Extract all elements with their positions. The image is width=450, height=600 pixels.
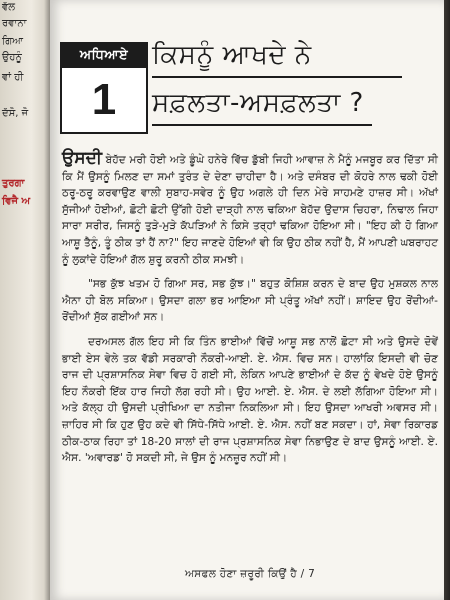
chapter-number: 1 — [91, 75, 117, 124]
chapter-box — [60, 42, 148, 134]
paragraph — [62, 150, 438, 268]
left-page-fragment: ਵਾਂ ਹੀ — [2, 72, 24, 83]
paragraph: "ਸਭ ਕੁੱਝ ਖਤਮ ਹੋ ਗਿਆ ਸਰ, ਸਭ ਕੁੱਝ।" ਬਹੁਤ ਕੋਸ਼ਿਸ਼ ਕਰਨ ਦੇ ਬਾਦ ਉਹ ਮੁਸ਼ਕਲ ਨਾਲ ਐਨਾ ਹੀ ਬੋਲ ਸਕਿਆ। ਉਸਦਾ ਗਲਾ ਭਰ ਆਇਆ ਸੀ ਪ੍ਰੰਤੂ ਅੱਖਾਂ ਨਹੀਂ। ਸ਼ਾਇਦ ਉਹ ਰੋਂਦੀਆਂ-ਰੋਂਦੀਆਂ ਸੁੱਕ ਗਈਆਂ ਸਨ। — [62, 278, 438, 324]
background-edge — [444, 0, 450, 600]
chapter-label: ਅਧਿਆਏ — [62, 44, 146, 68]
body-text — [62, 150, 438, 475]
paragraph: ਦਰਅਸਲ ਗੱਲ ਇਹ ਸੀ ਕਿ ਤਿੰਨ ਭਾਈਆਂ ਵਿੱਚੋਂ ਆਸ਼ੂ ਸਭ ਨਾਲੋਂ ਛੋਟਾ ਸੀ ਅਤੇ ਉਸਦੇ ਦੋਵੇਂ ਭਾਈ ਏਸ ਵੇਲੇ ਤਕ ਵੱਡੀ ਸਰਕਾਰੀ ਨੌਕਰੀ-ਆਈ. ਏ. ਐਸ. ਵਿਚ ਸਨ। ਹਾਲਾਂਕਿ ਇਸਦੀ ਵੀ ਚੋਣ ਰਾਜ ਦੀ ਪ੍ਰਸ਼ਾਸਨਿਕ ਸੇਵਾ ਵਿਚ ਹੋ ਗਈ ਸੀ, ਲੇਕਿਨ ਆਪਣੇ ਭਾਈਆਂ ਦੇ ਕੱਦ ਨੂੰ ਵੇਖਦੇ ਹੋਏ ਉਸਨੂੰ ਇਹ ਨੌਕਰੀ ਇੱਕ ਹਾਰ ਜਿਹੀ ਲੱਗ ਰਹੀ ਸੀ। ਉਹ ਆਈ. ਏ. ਐਸ. ਦੇ ਲਈ ਲੱਗਿਆ ਹੋਇਆ ਸੀ। ਅਤੇ ਕੱਲ੍ਹ ਹੀ ਉਸਦੀ ਪ੍ਰੀਖਿਆ ਦਾ ਨਤੀਜਾ ਨਿਕਲਿਆ ਸੀ। ਇਹ ਉਸਦਾ ਆਖਰੀ ਅਵਸਰ ਸੀ। ਜ਼ਾਹਿਰ ਸੀ ਕਿ ਹੁਣ ਉਹ ਕਦੇ ਵੀ ਸਿੱਧੇ-ਸਿੱਧੇ ਆਈ. ਏ. ਐਸ. ਨਹੀਂ ਬਣ ਸਕਦਾ। ਹਾਂ, ਸੇਵਾ ਰਿਕਾਰਡ ਠੀਕ-ਠਾਕ ਰਿਹਾ ਤਾਂ 18-20 ਸਾਲਾਂ ਦੀ ਰਾਜ ਪ੍ਰਸ਼ਾਸਨਿਕ ਸੇਵਾ ਨਿਭਾਉਣ ਦੇ ਬਾਦ ਉਸਨੂੰ ਆਈ. ਏ. ਐਸ. 'ਅਵਾਰਡ' ਹੋ ਸਕਦੀ ਸੀ, ਜੇ ਉਸ ਨੂੰ ਮਨਜ਼ੂਰ ਨਹੀਂ ਸੀ। — [62, 335, 438, 465]
left-page-fragment: ਤੁਰਗਾ — [2, 178, 25, 189]
left-page-fragment: ਰਵਾਨਾ — [2, 18, 27, 29]
paragraph-text: ਬੇਹੱਦ ਮਰੀ ਹੋਈ ਅਤੇ ਡੂੰਘੇ ਹਨੇਰੇ ਵਿੱਚ ਡੁੱਬੀ ਜਿਹੀ ਆਵਾਜ਼ ਨੇ ਮੈਨੂੰ ਮਜਬੂਰ ਕਰ ਦਿੱਤਾ ਸੀ ਕਿ ਮੈਂ ਉਸਨੂੰ ਮਿਲਣ ਦਾ ਸਮਾਂ ਤੁਰੰਤ ਦੇ ਦੇਣਾ ਚਾਹੀਦਾ ਹੈ। ਅਤੇ ਦਸੰਬਰ ਦੀ ਕੋਹਰੇ ਨਾਲ ਢਕੀ ਹੋਈ ਠਰੂ-ਠਰੂ ਕਰਵਾਉਣ ਵਾਲੀ ਸੁਬਾਹ-ਸਵੇਰ ਨੂੰ ਉਹ ਅਗਲੇ ਹੀ ਦਿਨ ਮੇਰੇ ਸਾਹਮਣੇ ਹਾਜ਼ਰ ਸੀ। ਅੱਖਾਂ ਸੁੱਜੀਆਂ ਹੋਈਆਂ, ਛੋਟੀ ਛੋਟੀ ਉੱਗੀ ਹੋਈ ਦਾੜ੍ਹੀ ਨਾਲ ਢਕਿਆ ਬੇਹੱਦ ਉਦਾਸ ਚਿਹਰਾ, ਨਿਢਾਲ ਜਿਹਾ ਸਾਰਾ ਸਰੀਰ, ਜਿਸਨੂੰ ਤੁੜੇ-ਮੁੜੇ ਕੱਪੜਿਆਂ ਨੇ ਕਿਸੇ ਤਰ੍ਹਾਂ ਢਕਿਆ ਹੋਇਆ ਸੀ। "ਇਹ ਕੀ ਹੋ ਗਿਆ ਆਸ਼ੂ ਤੈਨੂੰ, ਤੂੰ ਠੀਕ ਤਾਂ ਹੈਂ ਨਾ?" ਇਹ ਜਾਣਦੇ ਹੋਇਆਂ ਵੀ ਕਿ ਉਹ ਠੀਕ ਨਹੀਂ ਹੈ, ਮੈਂ ਆਪਣੀ ਘਬਰਾਹਟ ਨੂੰ ਲੁਕਾਂਦੇ ਹੋਇਆਂ ਗੱਲ ਸ਼ੁਰੂ ਕਰਨੀ ਠੀਕ ਸਮਝੀ। — [62, 154, 438, 266]
chapter-title-line1: ਕਿਸਨੂੰ ਆਖਦੇ ਨੇ — [152, 40, 312, 70]
title-rule — [152, 124, 372, 126]
drop-word: ਉਸਦੀ — [62, 148, 102, 168]
book-page — [50, 0, 444, 600]
left-page-fragment: ਦੱਸੋ, ਜੋ — [2, 108, 29, 119]
left-page-fragment: ਉਹਨੂੰ — [2, 52, 22, 63]
left-page-fragment: ਗਿਆ — [2, 36, 24, 47]
chapter-title-line2: ਸਫ਼ਲਤਾ-ਅਸਫ਼ਲਤਾ ? — [152, 88, 364, 118]
left-page-fragment: ਵੱਲ — [2, 2, 16, 13]
left-page-fragment: ਵਿਜੈ ਅ — [2, 196, 31, 207]
title-rule — [152, 76, 402, 78]
page-footer: ਅਸਫਲ ਹੋਣਾ ਜ਼ਰੂਰੀ ਕਿਉਂ ਹੈ / 7 — [184, 568, 316, 580]
